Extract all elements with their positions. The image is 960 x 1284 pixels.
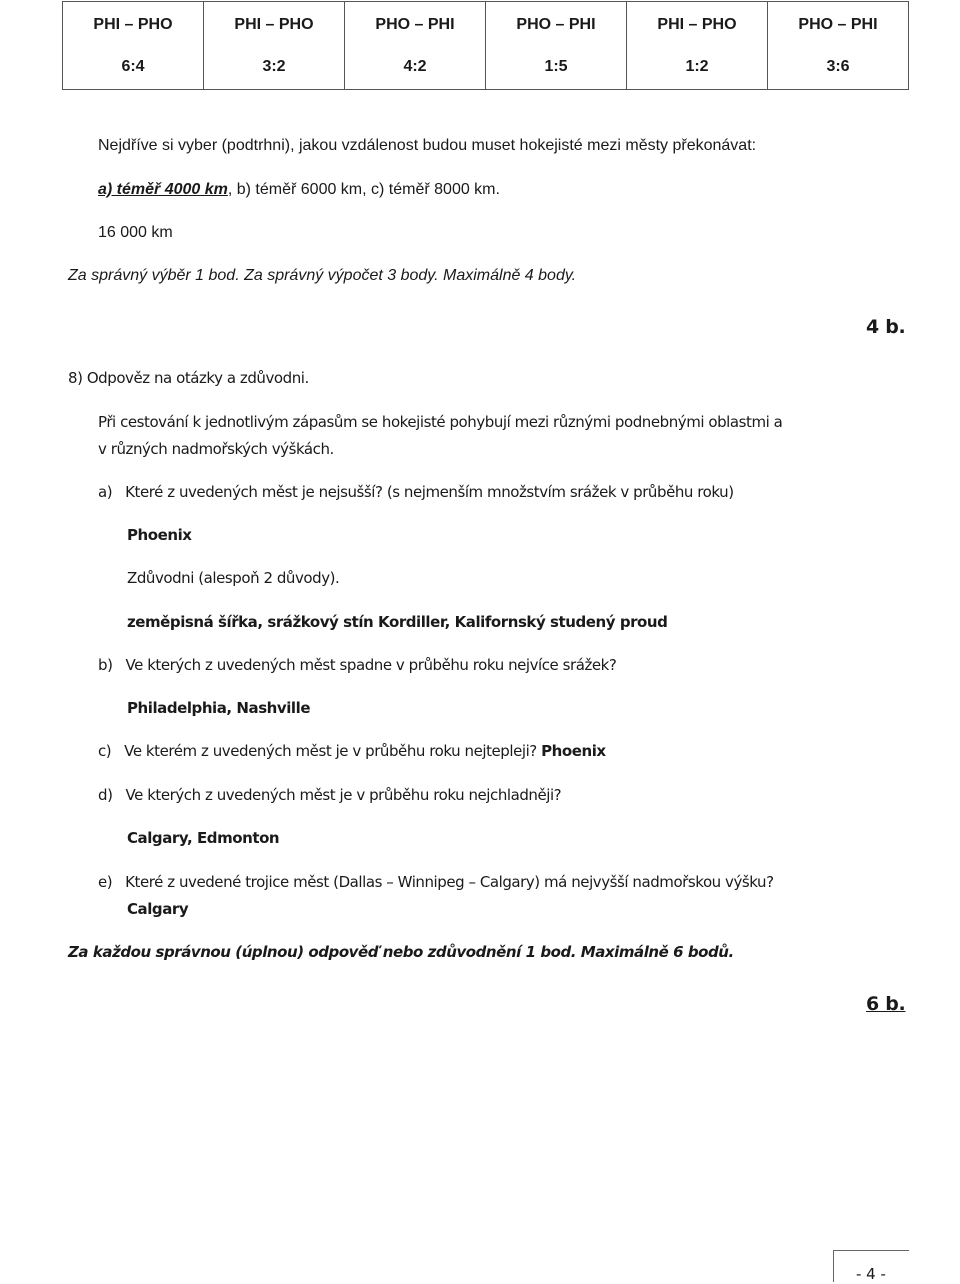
answer-d: Calgary, Edmonton (127, 829, 280, 847)
score-table (62, 1, 909, 90)
question-b (98, 655, 616, 675)
question-c-text: Ve kterém z uvedených měst je v průběhu roku nejtepleji? (124, 742, 537, 760)
answer-b: Philadelphia, Nashville (127, 699, 311, 717)
match-label: PHI – PHO (93, 15, 173, 33)
match-score: 1:5 (544, 57, 568, 75)
answer-c: Phoenix (541, 742, 606, 760)
match-score: 4:2 (403, 57, 427, 75)
match-score: 3:2 (262, 57, 286, 75)
match-label: PHO – PHI (375, 15, 455, 33)
question-a-text: Které z uvedených měst je nejsušší? (s nejmenším množstvím srážek v průběhu roku) (125, 483, 734, 501)
question-a-reason: Zdůvodni (alespoň 2 důvody). (127, 569, 340, 587)
match-label: PHO – PHI (516, 15, 596, 33)
question-c-prefix: c) (98, 742, 112, 760)
question-a-prefix: a) (98, 483, 113, 501)
match-label: PHO – PHI (798, 15, 878, 33)
question-e-text: Které z uvedené trojice měst (Dallas – Winnipeg – Calgary) má nejvyšší nadmořskou výšku? (125, 873, 774, 891)
task8-scoring: Za každou správnou (úplnou) odpověď nebo zdůvodnění 1 bod. Maximálně 6 bodů. (68, 943, 734, 961)
score-cell (627, 2, 768, 90)
page-number: - 4 - (856, 1265, 886, 1283)
answer-a-reason: zeměpisná šířka, srážkový stín Kordiller, Kalifornský studený proud (127, 613, 668, 631)
task7-answer: 16 000 km (98, 224, 173, 241)
task7-option-a: a) téměř 4000 km (98, 181, 228, 198)
score-cell (768, 2, 909, 90)
task8-total-points: 6 b. (866, 993, 906, 1015)
match-score: 1:2 (685, 57, 709, 75)
match-label: PHI – PHO (657, 15, 737, 33)
answer-e: Calgary (127, 900, 189, 918)
question-b-prefix: b) (98, 656, 113, 674)
task8-title: 8) Odpověz na otázky a zdůvodni. (68, 369, 309, 387)
question-e (98, 872, 774, 892)
question-e-prefix: e) (98, 873, 113, 891)
task7-option-rest: , b) téměř 6000 km, c) téměř 8000 km. (227, 181, 500, 198)
answer-a: Phoenix (127, 526, 192, 544)
question-c (98, 741, 606, 761)
score-cell (345, 2, 486, 90)
score-cell (63, 2, 204, 90)
question-d-text: Ve kterých z uvedených měst je v průběhu roku nejchladněji? (125, 786, 562, 804)
task7-options (98, 180, 500, 200)
question-d-prefix: d) (98, 786, 113, 804)
question-b-text: Ve kterých z uvedených měst spadne v průběhu roku nejvíce srážek? (125, 656, 617, 674)
task7-scoring: Za správný výběr 1 bod. Za správný výpočet 3 body. Maximálně 4 body. (68, 267, 577, 284)
question-d (98, 785, 561, 805)
match-label: PHI – PHO (234, 15, 314, 33)
table-row (63, 2, 909, 90)
task8-intro-line2: v různých nadmořských výškách. (98, 440, 334, 458)
task8-points: 4 b. (866, 316, 906, 338)
task7-instruction: Nejdříve si vyber (podtrhni), jakou vzdálenost budou muset hokejisté mezi městy překonávat: (98, 137, 757, 154)
task8-intro-line1: Při cestování k jednotlivým zápasům se hokejisté pohybují mezi různými podnebnými oblastmi a (98, 413, 783, 431)
score-cell (204, 2, 345, 90)
score-cell (486, 2, 627, 90)
match-score: 3:6 (826, 57, 850, 75)
question-a (98, 482, 734, 502)
match-score: 6:4 (121, 57, 145, 75)
